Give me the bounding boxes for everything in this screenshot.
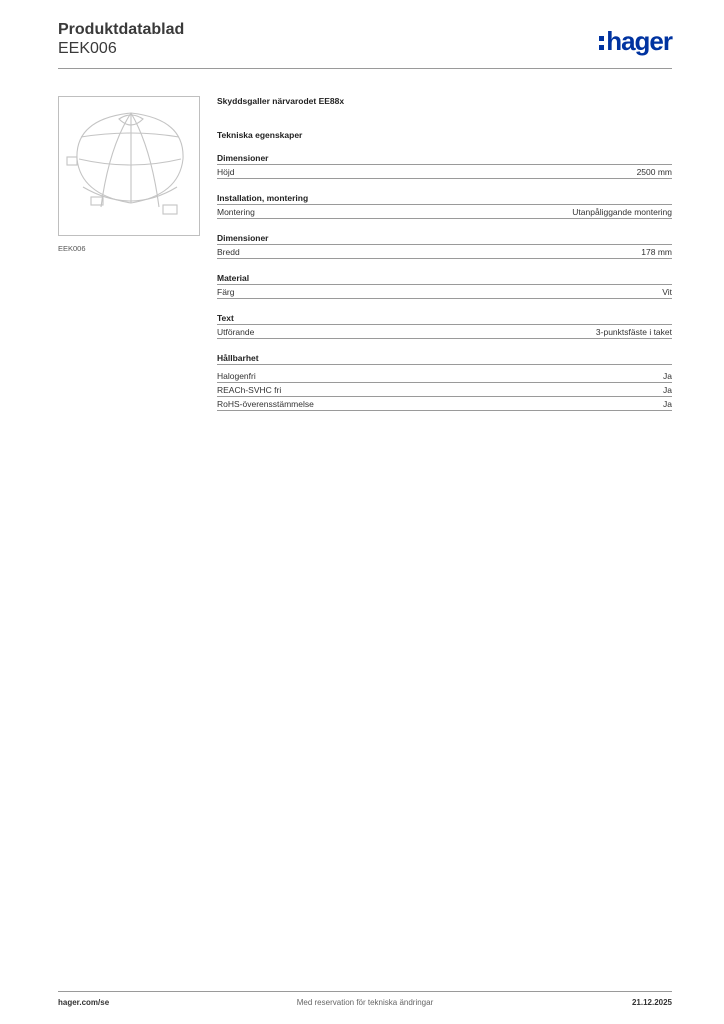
spec-row bbox=[217, 165, 672, 179]
spec-value: Utanpåliggande montering bbox=[572, 207, 672, 217]
product-code: EEK006 bbox=[58, 40, 117, 57]
spec-row bbox=[217, 245, 672, 259]
spec-section bbox=[217, 232, 672, 259]
spec-row bbox=[217, 369, 672, 383]
footer-date: 21.12.2025 bbox=[631, 998, 672, 1007]
spec-section bbox=[217, 352, 672, 411]
spec-label: Montering bbox=[217, 207, 255, 217]
image-caption: EEK006 bbox=[58, 244, 86, 253]
product-name: Skyddsgaller närvarodet EE88x bbox=[217, 96, 345, 106]
spec-section bbox=[217, 192, 672, 219]
spec-label: Höjd bbox=[217, 167, 235, 177]
logo-text: hager bbox=[606, 26, 672, 56]
spec-row bbox=[217, 325, 672, 339]
spec-value: Ja bbox=[663, 385, 672, 395]
spec-value: Vit bbox=[662, 287, 672, 297]
header-divider bbox=[58, 68, 672, 69]
spec-label: REACh-SVHC fri bbox=[217, 385, 282, 395]
section-title: Dimensioner bbox=[217, 152, 672, 165]
spec-value: 2500 mm bbox=[636, 167, 672, 177]
spec-label: Halogenfri bbox=[217, 371, 256, 381]
section-title: Material bbox=[217, 272, 672, 285]
footer-divider bbox=[58, 991, 672, 992]
hager-logo bbox=[599, 28, 672, 54]
footer-website-link[interactable]: hager.com/se bbox=[58, 998, 110, 1007]
spec-content bbox=[217, 95, 672, 411]
spec-label: Utförande bbox=[217, 327, 255, 337]
spec-section bbox=[217, 152, 672, 179]
section-title: Dimensioner bbox=[217, 232, 672, 245]
page-header bbox=[58, 20, 672, 68]
spec-section bbox=[217, 312, 672, 339]
document-title: Produktdatablad bbox=[58, 21, 185, 38]
spec-value: Ja bbox=[663, 399, 672, 409]
wire-guard-cage-icon bbox=[59, 97, 199, 235]
spec-label: Bredd bbox=[217, 247, 240, 257]
spec-row bbox=[217, 383, 672, 397]
spec-value: 3-punktsfäste i taket bbox=[595, 327, 672, 337]
product-image bbox=[58, 96, 200, 236]
spec-row bbox=[217, 205, 672, 219]
spec-label: Färg bbox=[217, 287, 235, 297]
spec-value: 178 mm bbox=[641, 247, 672, 257]
spec-row bbox=[217, 285, 672, 299]
section-title: Text bbox=[217, 312, 672, 325]
spec-label: RoHS-överensstämmelse bbox=[217, 399, 314, 409]
footer-disclaimer: Med reservation för tekniska ändringar bbox=[296, 998, 434, 1007]
technical-heading: Tekniska egenskaper bbox=[217, 130, 303, 140]
spec-section bbox=[217, 272, 672, 299]
section-title: Hållbarhet bbox=[217, 352, 672, 365]
logo-dots-icon bbox=[599, 36, 604, 50]
section-title: Installation, montering bbox=[217, 192, 672, 205]
spec-value: Ja bbox=[663, 371, 672, 381]
spec-row bbox=[217, 397, 672, 411]
